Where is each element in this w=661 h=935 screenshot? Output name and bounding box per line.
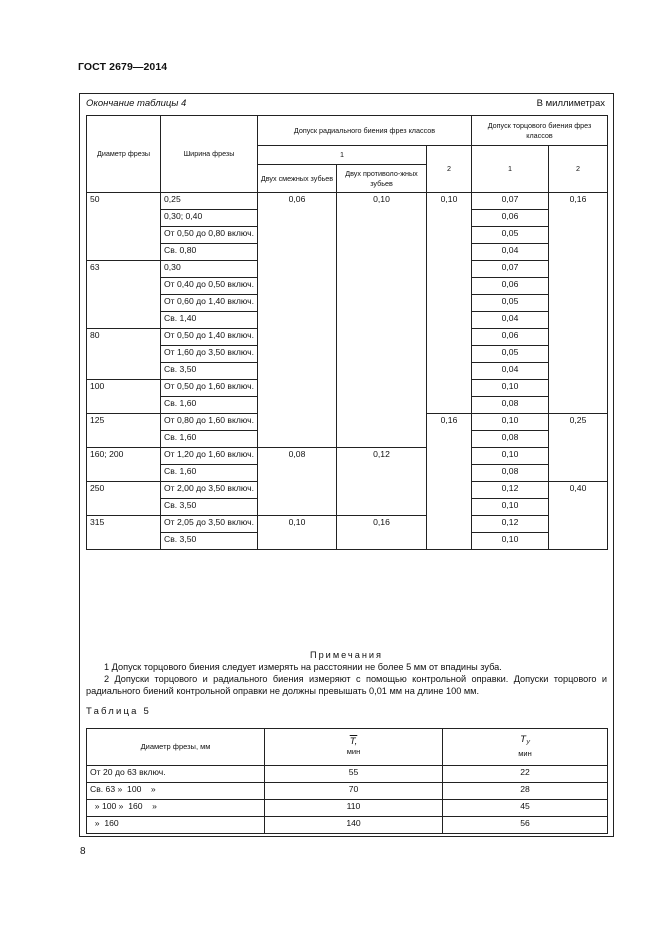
axial1-value: 0,10 — [472, 448, 549, 465]
width-cell: Св. 1,40 — [161, 312, 258, 329]
t5-ty-unit: мин — [518, 748, 532, 758]
col-width: Ширина фрезы — [161, 116, 258, 193]
diameter-cell: 315 — [87, 516, 161, 550]
axial1-value: 0,10 — [472, 380, 549, 397]
t5-ty-symbol: T — [520, 734, 526, 746]
table5 — [86, 728, 608, 834]
width-cell: Св. 0,80 — [161, 244, 258, 261]
col-radial-class2: 2 — [427, 146, 472, 193]
tolerance-table — [86, 115, 608, 550]
t5-diameter: » 100 » 160 » — [87, 800, 265, 817]
width-cell: Св. 3,50 — [161, 499, 258, 516]
width-cell: От 2,00 до 3,50 включ. — [161, 482, 258, 499]
adjacent-value: 0,06 — [258, 193, 337, 448]
width-cell: Св. 1,60 — [161, 431, 258, 448]
t5-t-unit: мин — [346, 747, 361, 756]
col-axial: Допуск торцового биения фрез классов — [472, 116, 608, 146]
adjacent-value: 0,10 — [258, 516, 337, 550]
diameter-cell: 100 — [87, 380, 161, 414]
axial1-value: 0,05 — [472, 346, 549, 363]
axial1-value: 0,12 — [472, 516, 549, 533]
axial1-value: 0,08 — [472, 431, 549, 448]
width-cell: От 1,20 до 1,60 включ. — [161, 448, 258, 465]
note-2: 2 Допуски торцового и радиального биения измеряют с помощью контрольной оправки. Допуски торцового и радиального биений контрольной оправки не должны превышать 0,01 мм на длине 100 мм. — [86, 674, 607, 696]
diameter-cell: 50 — [87, 193, 161, 261]
t5-diameter: От 20 до 63 включ. — [87, 766, 265, 783]
width-cell: Св. 3,50 — [161, 363, 258, 380]
col-diameter: Диаметр фрезы — [87, 116, 161, 193]
page-number: 8 — [80, 846, 86, 857]
col-radial: Допуск радиального биения фрез классов — [258, 116, 472, 146]
col-axial-class1: 1 — [472, 146, 549, 193]
diameter-cell: 80 — [87, 329, 161, 380]
width-cell: Св. 1,60 — [161, 397, 258, 414]
width-cell: От 0,50 до 0,80 включ. — [161, 227, 258, 244]
t5-t-value: 140 — [265, 817, 443, 834]
width-cell: От 0,40 до 0,50 включ. — [161, 278, 258, 295]
t5-ty-value: 56 — [443, 817, 608, 834]
opposite-value: 0,16 — [337, 516, 427, 550]
diameter-cell: 250 — [87, 482, 161, 516]
width-cell: От 2,05 до 3,50 включ. — [161, 516, 258, 533]
axial1-value: 0,06 — [472, 210, 549, 227]
axial1-value: 0,04 — [472, 244, 549, 261]
axial2-value: 0,40 — [549, 482, 608, 550]
axial1-value: 0,10 — [472, 533, 549, 550]
axial1-value: 0,06 — [472, 329, 549, 346]
units-label: В миллиметрах — [536, 98, 605, 109]
table5-caption: Таблица 5 — [86, 706, 151, 717]
diameter-cell: 160; 200 — [87, 448, 161, 482]
diameter-cell: 125 — [87, 414, 161, 448]
t5-diameter: Св. 63 » 100 » — [87, 783, 265, 800]
axial2-value: 0,16 — [549, 193, 608, 414]
adjacent-value: 0,08 — [258, 448, 337, 516]
t5-t-value: 110 — [265, 800, 443, 817]
width-cell: От 1,60 до 3,50 включ. — [161, 346, 258, 363]
axial1-value: 0,05 — [472, 227, 549, 244]
notes-title: Примечания — [309, 650, 384, 660]
axial1-value: 0,04 — [472, 312, 549, 329]
opposite-value: 0,10 — [337, 193, 427, 448]
axial1-value: 0,10 — [472, 414, 549, 431]
axial1-value: 0,04 — [472, 363, 549, 380]
axial1-value: 0,06 — [472, 278, 549, 295]
standard-number: ГОСТ 2679—2014 — [78, 61, 168, 73]
note-1: 1 Допуск торцового биения следует измерять на расстоянии не более 5 мм от впадины зуба. — [104, 662, 502, 672]
col-adjacent-teeth: Двух смежных зубьев — [258, 165, 337, 193]
t5-ty-subscript: У — [525, 740, 530, 747]
width-cell: От 0,50 до 1,60 включ. — [161, 380, 258, 397]
width-cell: 0,30 — [161, 261, 258, 278]
opposite-value: 0,12 — [337, 448, 427, 516]
t5-col-ty — [443, 729, 608, 766]
axial1-value: 0,08 — [472, 397, 549, 414]
radial2-value: 0,16 — [427, 414, 472, 550]
axial1-value: 0,07 — [472, 261, 549, 278]
axial1-value: 0,08 — [472, 465, 549, 482]
axial1-value: 0,10 — [472, 499, 549, 516]
axial1-value: 0,05 — [472, 295, 549, 312]
t5-ty-value: 45 — [443, 800, 608, 817]
t5-ty-value: 22 — [443, 766, 608, 783]
t5-col-diameter: Диаметр фрезы, мм — [87, 729, 265, 766]
t5-ty-value: 28 — [443, 783, 608, 800]
table4-caption: Окончание таблицы 4 — [86, 98, 187, 109]
col-axial-class2: 2 — [549, 146, 608, 193]
width-cell: 0,25 — [161, 193, 258, 210]
t5-col-t — [265, 729, 443, 766]
axial1-value: 0,12 — [472, 482, 549, 499]
width-cell: От 0,80 до 1,60 включ. — [161, 414, 258, 431]
width-cell: От 0,60 до 1,40 включ. — [161, 295, 258, 312]
width-cell: Св. 3,50 — [161, 533, 258, 550]
t5-diameter: » 160 — [87, 817, 265, 834]
t5-t-value: 55 — [265, 766, 443, 783]
axial1-value: 0,07 — [472, 193, 549, 210]
diameter-cell: 63 — [87, 261, 161, 329]
t5-t-symbol: T, — [349, 736, 358, 747]
notes-block — [86, 649, 607, 697]
radial2-value: 0,10 — [427, 193, 472, 414]
width-cell: От 0,50 до 1,40 включ. — [161, 329, 258, 346]
col-opposite-teeth: Двух противоло-жных зубьев — [337, 165, 427, 193]
col-radial-class1: 1 — [258, 146, 427, 165]
width-cell: Св. 1,60 — [161, 465, 258, 482]
width-cell: 0,30; 0,40 — [161, 210, 258, 227]
t5-t-value: 70 — [265, 783, 443, 800]
axial2-value: 0,25 — [549, 414, 608, 482]
